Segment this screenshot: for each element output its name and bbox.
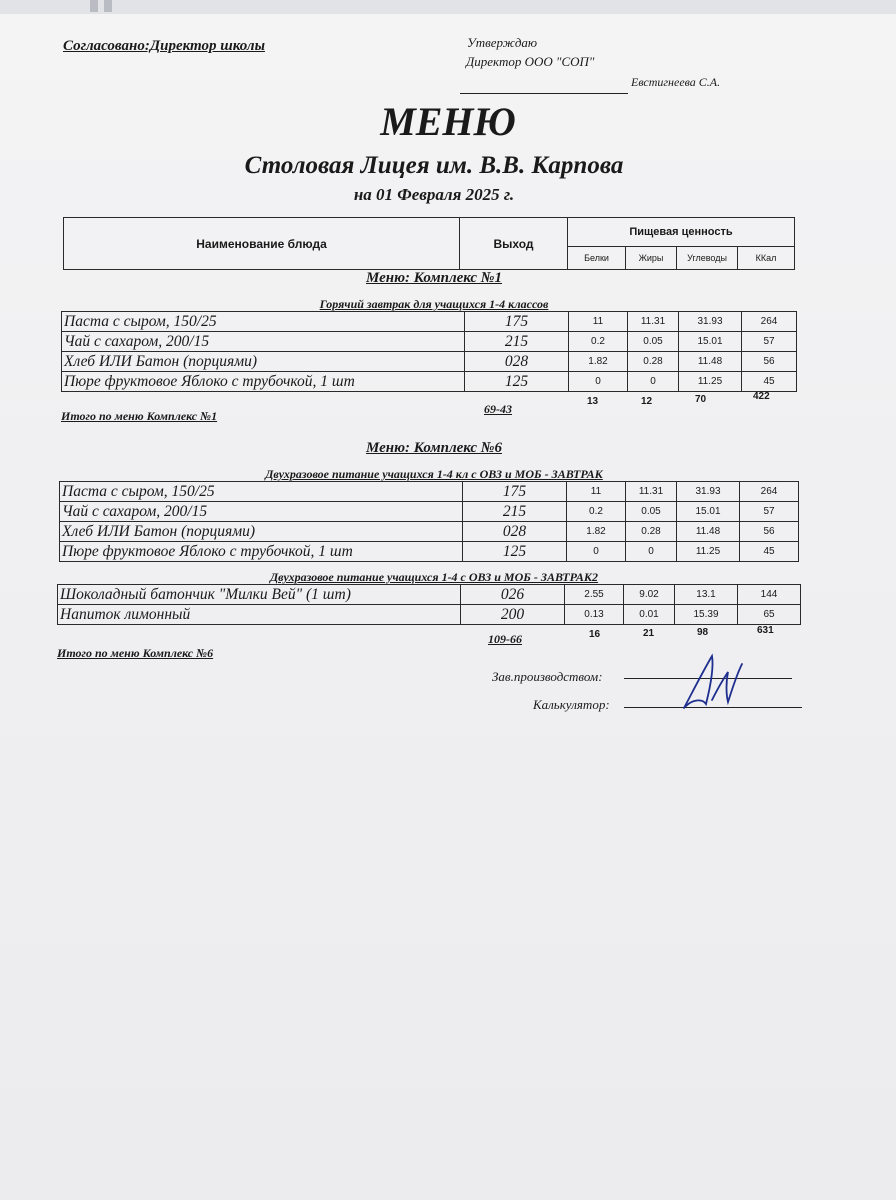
dish-kcal: 57	[740, 502, 799, 522]
dish-output: 026	[461, 585, 565, 605]
page-title: МЕНЮ	[380, 99, 516, 144]
dish-output: 028	[465, 352, 569, 372]
dish-name: Хлеб ИЛИ Батон (порциями)	[62, 352, 465, 372]
table-row	[62, 312, 797, 332]
dish-output: 028	[463, 522, 567, 542]
complex6-total-fats: 21	[643, 628, 655, 639]
complex1-total-label: Итого по меню Комплекс №1	[61, 409, 218, 423]
complex6-group1: Двухразовое питание учащихся 1-4 кл с ОВЗ и МОБ - ЗАВТРАК	[265, 467, 603, 481]
dish-kcal: 56	[740, 522, 799, 542]
dish-proteins: 0.2	[569, 332, 628, 352]
complex1-table	[61, 311, 797, 392]
dish-fats: 9.02	[624, 585, 675, 605]
dish-fats: 11.31	[626, 482, 677, 502]
dish-proteins: 0	[569, 372, 628, 392]
table-row	[60, 482, 799, 502]
complex6-table1	[59, 481, 799, 562]
dish-carbs: 11.25	[677, 542, 740, 562]
dish-fats: 0.28	[626, 522, 677, 542]
dish-kcal: 264	[742, 312, 797, 332]
approve-line1: Утверждаю	[467, 35, 538, 50]
dish-proteins: 11	[567, 482, 626, 502]
dish-kcal: 65	[738, 605, 801, 625]
dish-name: Напиток лимонный	[58, 605, 461, 625]
dish-kcal: 45	[740, 542, 799, 562]
dish-proteins: 0	[567, 542, 626, 562]
dish-proteins: 1.82	[567, 522, 626, 542]
dish-kcal: 264	[740, 482, 799, 502]
header-name: Наименование блюда	[64, 218, 460, 270]
page-subtitle: Столовая Лицея им. В.В. Карпова	[244, 152, 624, 179]
header-proteins: Белки	[568, 247, 626, 270]
dish-kcal: 45	[742, 372, 797, 392]
dish-output: 175	[463, 482, 567, 502]
dish-name: Чай с сахаром, 200/15	[60, 502, 463, 522]
dish-carbs: 11.48	[677, 522, 740, 542]
dish-fats: 0.28	[628, 352, 679, 372]
header-kcal: ККал	[738, 247, 795, 270]
dish-output: 125	[465, 372, 569, 392]
agreed-text: Согласовано:Директор школы	[63, 38, 265, 54]
dish-kcal: 56	[742, 352, 797, 372]
table-header	[63, 217, 795, 270]
dish-carbs: 15.01	[677, 502, 740, 522]
handwritten-signature	[672, 638, 752, 718]
dish-proteins: 11	[569, 312, 628, 332]
dish-carbs: 31.93	[679, 312, 742, 332]
dish-proteins: 1.82	[569, 352, 628, 372]
dish-output: 215	[463, 502, 567, 522]
dish-proteins: 0.2	[567, 502, 626, 522]
complex6-total-proteins: 16	[589, 629, 601, 640]
dish-name: Паста с сыром, 150/25	[62, 312, 465, 332]
header-carbs: Углеводы	[677, 247, 738, 270]
header-fats: Жиры	[626, 247, 677, 270]
table-row	[58, 605, 801, 625]
approve-signature-line	[460, 93, 628, 94]
header-output: Выход	[460, 218, 568, 270]
dish-name: Пюре фруктовое Яблоко с трубочкой, 1 шт	[60, 542, 463, 562]
page-date: на 01 Февраля 2025 г.	[353, 185, 515, 204]
table-row	[62, 352, 797, 372]
dish-carbs: 15.39	[675, 605, 738, 625]
dish-name: Чай с сахаром, 200/15	[62, 332, 465, 352]
dish-carbs: 11.25	[679, 372, 742, 392]
scan-edge	[0, 0, 896, 14]
dish-carbs: 11.48	[679, 352, 742, 372]
dish-output: 200	[461, 605, 565, 625]
approve-line2: Директор ООО "СОП"	[466, 54, 595, 69]
binder-clip	[90, 0, 98, 12]
complex1-group: Горячий завтрак для учащихся 1-4 классов	[319, 297, 549, 311]
approve-name: Евстигнеева С.А.	[631, 75, 721, 89]
dish-fats: 11.31	[628, 312, 679, 332]
dish-carbs: 15.01	[679, 332, 742, 352]
table-row	[62, 372, 797, 392]
table-row	[60, 522, 799, 542]
complex1-total-proteins: 13	[587, 396, 599, 407]
table-row	[58, 585, 801, 605]
complex6-table2	[57, 584, 801, 625]
complex6-title: Меню: Комплекс №6	[366, 440, 502, 456]
table-row	[60, 542, 799, 562]
dish-kcal: 57	[742, 332, 797, 352]
dish-name: Шоколадный батончик "Милки Вей" (1 шт)	[58, 585, 461, 605]
dish-output: 175	[465, 312, 569, 332]
dish-name: Паста с сыром, 150/25	[60, 482, 463, 502]
complex1-total-carbs: 70	[695, 394, 707, 405]
complex6-total-kcal: 631	[757, 625, 774, 636]
header-nutrition: Пищевая ценность	[568, 218, 795, 247]
binder-clip	[104, 0, 112, 12]
dish-fats: 0	[626, 542, 677, 562]
dish-fats: 0	[628, 372, 679, 392]
table-row	[62, 332, 797, 352]
complex1-title: Меню: Комплекс №1	[366, 270, 502, 286]
complex6-group2: Двухразовое питание учащихся 1-4 с ОВЗ и МОБ - ЗАВТРАК2	[269, 570, 599, 584]
complex1-total-price: 69-43	[484, 402, 512, 416]
complex6-total-label: Итого по меню Комплекс №6	[57, 646, 214, 660]
dish-kcal: 144	[738, 585, 801, 605]
dish-output: 215	[465, 332, 569, 352]
calculator-label: Калькулятор:	[533, 697, 610, 712]
complex6-total-price: 109-66	[488, 632, 522, 646]
dish-carbs: 31.93	[677, 482, 740, 502]
dish-proteins: 0.13	[565, 605, 624, 625]
complex6-total-carbs: 98	[697, 627, 709, 638]
table-row	[60, 502, 799, 522]
dish-output: 125	[463, 542, 567, 562]
dish-carbs: 13.1	[675, 585, 738, 605]
dish-name: Хлеб ИЛИ Батон (порциями)	[60, 522, 463, 542]
dish-proteins: 2.55	[565, 585, 624, 605]
dish-fats: 0.05	[626, 502, 677, 522]
dish-fats: 0.01	[624, 605, 675, 625]
dish-fats: 0.05	[628, 332, 679, 352]
production-label: Зав.производством:	[492, 669, 603, 684]
complex1-total-kcal: 422	[753, 391, 770, 402]
dish-name: Пюре фруктовое Яблоко с трубочкой, 1 шт	[62, 372, 465, 392]
complex1-total-fats: 12	[641, 396, 653, 407]
